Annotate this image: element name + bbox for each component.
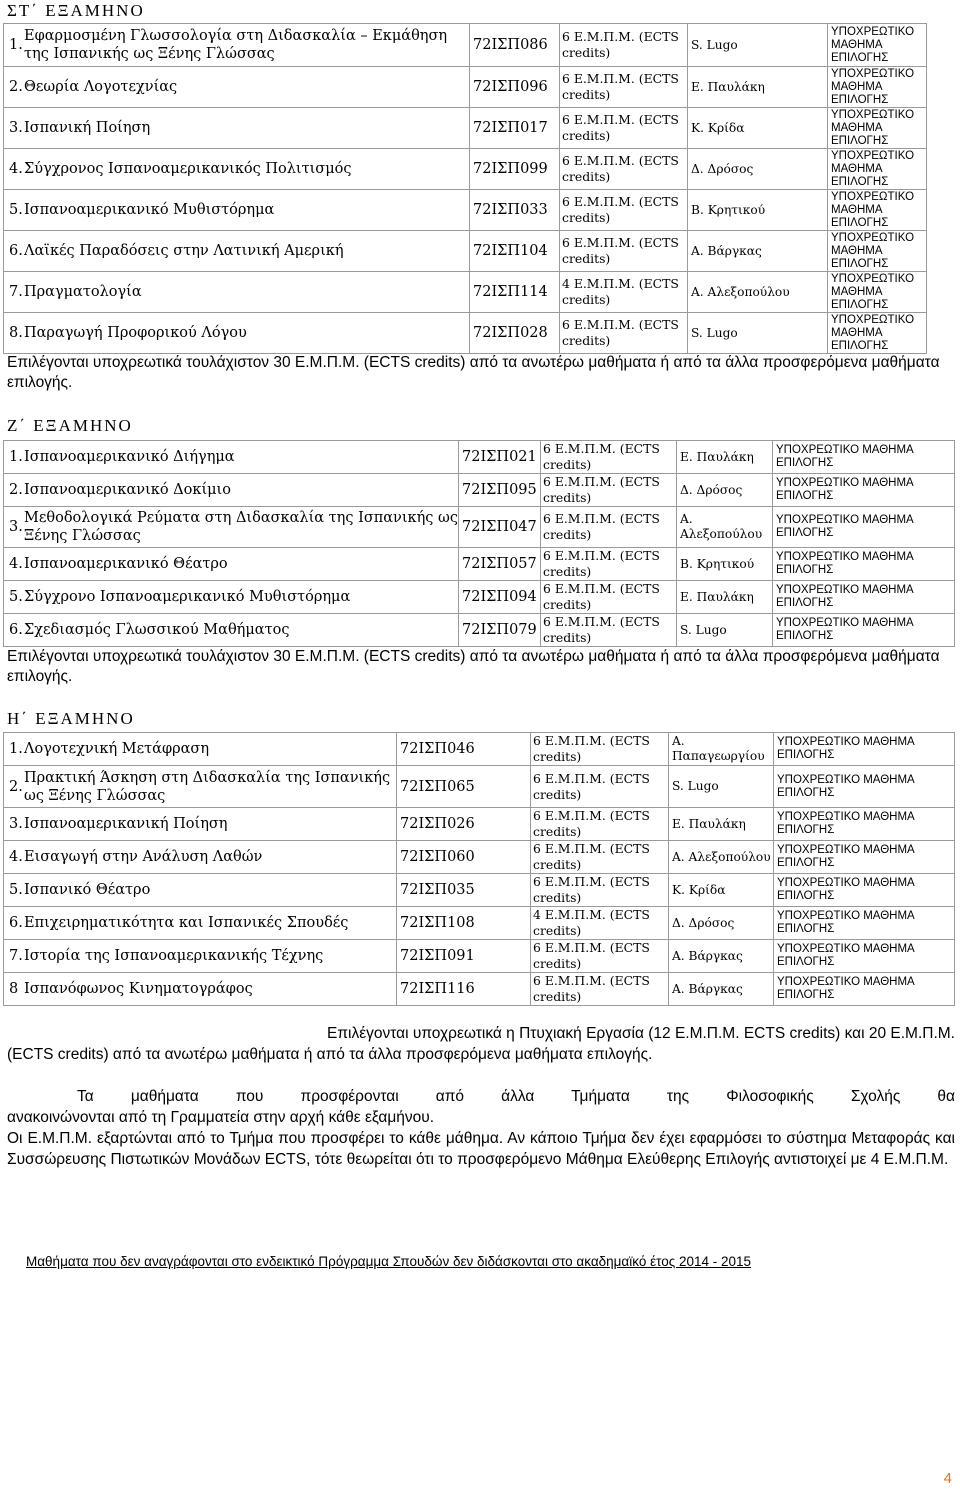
course-number: 3. xyxy=(9,816,23,832)
course-number: 1. xyxy=(9,37,23,53)
semester-8-note-line2: (ECTS credits) από τα ανωτέρω μαθήματα ή από τα άλλα προσφερόμενα μαθήματα επιλογής. xyxy=(7,1046,653,1063)
course-type: ΥΠΟΧΡΕΩΤΙΚΟ ΜΑΘΗΜΑ ΕΠΙΛΟΓΗΣ xyxy=(774,874,955,907)
course-code: 72ΙΣΠ108 xyxy=(397,907,531,940)
course-credits: 6 Ε.Μ.Π.Μ. (ECTS credits) xyxy=(541,614,677,647)
course-professor: S. Lugo xyxy=(677,614,773,647)
course-title: Πραγματολογία xyxy=(24,284,142,300)
course-professor: Α. Αλεξοπούλου xyxy=(677,507,773,548)
course-professor: Κ. Κρίδα xyxy=(688,108,828,149)
course-professor: Ε. Παυλάκη xyxy=(677,441,773,474)
course-title: Ισπανική Ποίηση xyxy=(24,120,151,136)
course-title: Θεωρία Λογοτεχνίας xyxy=(24,79,178,95)
course-credits: 4 Ε.Μ.Π.Μ. (ECTS credits) xyxy=(531,907,669,940)
table-row xyxy=(4,766,955,808)
course-professor: Δ. Δρόσος xyxy=(669,907,774,940)
course-professor: Α. Βάργκας xyxy=(688,231,828,272)
course-type: ΥΠΟΧΡΕΩΤΙΚΟ ΜΑΘΗΜΑ ΕΠΙΛΟΓΗΣ xyxy=(828,149,927,190)
course-type: ΥΠΟΧΡΕΩΤΙΚΟ ΜΑΘΗΜΑ ΕΠΙΛΟΓΗΣ xyxy=(774,940,955,973)
course-type: ΥΠΟΧΡΕΩΤΙΚΟ ΜΑΘΗΜΑ ΕΠΙΛΟΓΗΣ xyxy=(773,581,955,614)
course-number: 7. xyxy=(9,948,23,964)
semester-8-note xyxy=(7,1023,955,1065)
course-title: Ισπανοαμερικανικό Δοκίμιο xyxy=(24,482,231,498)
course-code: 72ΙΣΠ116 xyxy=(397,973,531,1006)
course-number: 5. xyxy=(9,589,23,605)
page-number: 4 xyxy=(943,1470,952,1487)
course-code: 72ΙΣΠ086 xyxy=(470,24,560,67)
course-credits: 4 Ε.Μ.Π.Μ. (ECTS credits) xyxy=(560,272,688,313)
course-code: 72ΙΣΠ060 xyxy=(397,841,531,874)
course-type: ΥΠΟΧΡΕΩΤΙΚΟ ΜΑΘΗΜΑ ΕΠΙΛΟΓΗΣ xyxy=(828,231,927,272)
course-code: 72ΙΣΠ033 xyxy=(470,190,560,231)
course-number: 4. xyxy=(9,556,23,572)
table-row xyxy=(4,940,955,973)
course-professor: Β. Κρητικού xyxy=(688,190,828,231)
course-type: ΥΠΟΧΡΕΩΤΙΚΟ ΜΑΘΗΜΑ ΕΠΙΛΟΓΗΣ xyxy=(773,507,955,548)
course-type: ΥΠΟΧΡΕΩΤΙΚΟ ΜΑΘΗΜΑ ΕΠΙΛΟΓΗΣ xyxy=(774,973,955,1006)
course-type: ΥΠΟΧΡΕΩΤΙΚΟ ΜΑΘΗΜΑ ΕΠΙΛΟΓΗΣ xyxy=(773,441,955,474)
course-credits: 6 Ε.Μ.Π.Μ. (ECTS credits) xyxy=(541,581,677,614)
course-credits: 6 Ε.Μ.Π.Μ. (ECTS credits) xyxy=(541,548,677,581)
course-code: 72ΙΣΠ114 xyxy=(470,272,560,313)
course-number: 6. xyxy=(9,243,23,259)
course-type: ΥΠΟΧΡΕΩΤΙΚΟ ΜΑΘΗΜΑ ΕΠΙΛΟΓΗΣ xyxy=(828,313,927,354)
course-title: Σύγχρονο Ισπανοαμερικανικό Μυθιστόρημα xyxy=(24,589,351,605)
course-title: Λογοτεχνική Μετάφραση xyxy=(24,741,210,757)
table-row xyxy=(4,67,927,108)
semester-6-title: ΣΤ΄ ΕΞΑΜΗΝΟ xyxy=(7,1,145,20)
course-code: 72ΙΣΠ094 xyxy=(459,581,541,614)
course-type: ΥΠΟΧΡΕΩΤΙΚΟ ΜΑΘΗΜΑ ΕΠΙΛΟΓΗΣ xyxy=(828,67,927,108)
course-professor: S. Lugo xyxy=(669,766,774,808)
course-professor: Α. Αλεξοπούλου xyxy=(669,841,774,874)
table-row xyxy=(4,190,927,231)
course-number: 8 xyxy=(9,981,19,997)
course-title: Εισαγωγή στην Ανάλυση Λαθών xyxy=(24,849,263,865)
course-title: Μεθοδολογικά Ρεύματα στη Διδασκαλία της Ισπανικής ως Ξένης Γλώσσας xyxy=(24,510,458,544)
semester-8-rows xyxy=(4,733,955,1006)
table-row xyxy=(4,231,927,272)
course-title: Σχεδιασμός Γλωσσικού Μαθήματος xyxy=(24,622,290,638)
course-title: Ισπανόφωνος Κινηματογράφος xyxy=(24,981,253,997)
course-code: 72ΙΣΠ047 xyxy=(459,507,541,548)
course-professor: Α. Αλεξοπούλου xyxy=(688,272,828,313)
semester-6-table xyxy=(3,23,927,354)
course-professor: Α. Βάργκας xyxy=(669,940,774,973)
ects-note: Οι Ε.Μ.Π.Μ. εξαρτώνται από το Τμήμα που προσφέρει το κάθε μάθημα. Αν κάποιο Τμήμα δεν έχει εφαρμόσει το σύστημα Μεταφοράς και Συσσώρευσης Πιστωτικών Μονάδων ECTS, τότε θεωρείται ότι το προσφερόμενο Μάθημα Ελεύθερης Επιλογής αντιστοιχεί με 4 Ε.Μ.Π.Μ. xyxy=(7,1130,955,1168)
course-professor: Δ. Δρόσος xyxy=(688,149,828,190)
course-number: 2. xyxy=(9,79,23,95)
table-row xyxy=(4,874,955,907)
course-code: 72ΙΣΠ021 xyxy=(459,441,541,474)
course-type: ΥΠΟΧΡΕΩΤΙΚΟ ΜΑΘΗΜΑ ΕΠΙΛΟΓΗΣ xyxy=(774,907,955,940)
course-type: ΥΠΟΧΡΕΩΤΙΚΟ ΜΑΘΗΜΑ ΕΠΙΛΟΓΗΣ xyxy=(828,24,927,67)
course-credits: 6 Ε.Μ.Π.Μ. (ECTS credits) xyxy=(531,766,669,808)
course-credits: 6 Ε.Μ.Π.Μ. (ECTS credits) xyxy=(560,24,688,67)
table-row xyxy=(4,474,955,507)
table-row xyxy=(4,614,955,647)
course-type: ΥΠΟΧΡΕΩΤΙΚΟ ΜΑΘΗΜΑ ΕΠΙΛΟΓΗΣ xyxy=(828,108,927,149)
table-row xyxy=(4,973,955,1006)
course-professor: Ε. Παυλάκη xyxy=(669,808,774,841)
semester-7-note: Επιλέγονται υποχρεωτικά τουλάχιστον 30 Ε.Μ.Π.Μ. (ECTS credits) από τα ανωτέρω μαθήματα ή από τα άλλα προσφερόμενα μαθήματα επιλογής. xyxy=(7,648,940,685)
table-row xyxy=(4,441,955,474)
semester-8-table xyxy=(3,732,955,1006)
course-credits: 6 Ε.Μ.Π.Μ. (ECTS credits) xyxy=(541,474,677,507)
course-type: ΥΠΟΧΡΕΩΤΙΚΟ ΜΑΘΗΜΑ ΕΠΙΛΟΓΗΣ xyxy=(774,733,955,766)
course-credits: 6 Ε.Μ.Π.Μ. (ECTS credits) xyxy=(541,441,677,474)
semester-7-table xyxy=(3,440,955,647)
table-row xyxy=(4,108,927,149)
course-title: Ισπανοαμερικανική Ποίηση xyxy=(24,816,228,832)
course-code: 72ΙΣΠ079 xyxy=(459,614,541,647)
course-title: Ισπανοαμερικανικό Μυθιστόρημα xyxy=(24,202,275,218)
table-row xyxy=(4,841,955,874)
course-type: ΥΠΟΧΡΕΩΤΙΚΟ ΜΑΘΗΜΑ ΕΠΙΛΟΓΗΣ xyxy=(773,474,955,507)
course-credits: 6 Ε.Μ.Π.Μ. (ECTS credits) xyxy=(531,874,669,907)
course-title: Λαϊκές Παραδόσεις στην Λατινική Αμερική xyxy=(24,243,344,259)
course-credits: 6 Ε.Μ.Π.Μ. (ECTS credits) xyxy=(560,67,688,108)
semester-7-rows xyxy=(4,441,955,647)
course-title: Ισπανοαμερικανικό Διήγημα xyxy=(24,449,235,465)
table-row xyxy=(4,24,927,67)
table-row xyxy=(4,548,955,581)
course-credits: 6 Ε.Μ.Π.Μ. (ECTS credits) xyxy=(531,973,669,1006)
other-departments-note xyxy=(7,1086,955,1128)
course-number: 4. xyxy=(9,161,23,177)
semester-6-note: Επιλέγονται υποχρεωτικά τουλάχιστον 30 Ε.Μ.Π.Μ. (ECTS credits) από τα ανωτέρω μαθήματα ή από τα άλλα προσφερόμενα μαθήματα επιλογής. xyxy=(7,354,940,391)
course-code: 72ΙΣΠ026 xyxy=(397,808,531,841)
course-number: 1. xyxy=(9,449,23,465)
course-number: 2. xyxy=(9,778,23,795)
course-number: 8. xyxy=(9,325,23,341)
course-credits: 6 Ε.Μ.Π.Μ. (ECTS credits) xyxy=(560,108,688,149)
course-credits: 6 Ε.Μ.Π.Μ. (ECTS credits) xyxy=(541,507,677,548)
course-credits: 6 Ε.Μ.Π.Μ. (ECTS credits) xyxy=(560,190,688,231)
course-number: 6. xyxy=(9,622,23,638)
course-code: 72ΙΣΠ046 xyxy=(397,733,531,766)
table-row xyxy=(4,149,927,190)
course-professor: Α. Παπαγεωργίου xyxy=(669,733,774,766)
course-credits: 6 Ε.Μ.Π.Μ. (ECTS credits) xyxy=(531,841,669,874)
course-title: Σύγχρονος Ισπανοαμερικανικός Πολιτισμός xyxy=(24,161,352,177)
course-number: 2. xyxy=(9,482,23,498)
course-number: 1. xyxy=(9,741,23,757)
course-credits: 6 Ε.Μ.Π.Μ. (ECTS credits) xyxy=(531,733,669,766)
course-type: ΥΠΟΧΡΕΩΤΙΚΟ ΜΑΘΗΜΑ ΕΠΙΛΟΓΗΣ xyxy=(774,766,955,808)
course-type: ΥΠΟΧΡΕΩΤΙΚΟ ΜΑΘΗΜΑ ΕΠΙΛΟΓΗΣ xyxy=(828,190,927,231)
table-row xyxy=(4,507,955,548)
course-code: 72ΙΣΠ057 xyxy=(459,548,541,581)
course-title: Επιχειρηματικότητα και Ισπανικές Σπουδές xyxy=(24,915,349,931)
course-code: 72ΙΣΠ065 xyxy=(397,766,531,808)
course-professor: S. Lugo xyxy=(688,313,828,354)
course-code: 72ΙΣΠ099 xyxy=(470,149,560,190)
course-code: 72ΙΣΠ095 xyxy=(459,474,541,507)
course-number: 4. xyxy=(9,849,23,865)
other-departments-line2: ανακοινώνονται από τη Γραμματεία στην αρχή κάθε εξαμήνου. xyxy=(7,1109,435,1126)
course-number: 7. xyxy=(9,284,23,300)
course-professor: Ε. Παυλάκη xyxy=(688,67,828,108)
course-number: 5. xyxy=(9,202,23,218)
course-professor: Β. Κρητικού xyxy=(677,548,773,581)
course-type: ΥΠΟΧΡΕΩΤΙΚΟ ΜΑΘΗΜΑ ΕΠΙΛΟΓΗΣ xyxy=(774,841,955,874)
course-credits: 6 Ε.Μ.Π.Μ. (ECTS credits) xyxy=(560,149,688,190)
table-row xyxy=(4,733,955,766)
semester-8-note-line1: Επιλέγονται υποχρεωτικά η Πτυχιακή Εργασία (12 Ε.Μ.Π.Μ. ECTS credits) και 20 Ε.Μ.Π.Μ. xyxy=(326,1025,955,1042)
course-credits: 6 Ε.Μ.Π.Μ. (ECTS credits) xyxy=(560,313,688,354)
table-row xyxy=(4,272,927,313)
course-title: Παραγωγή Προφορικού Λόγου xyxy=(24,325,247,341)
table-row xyxy=(4,808,955,841)
course-professor: Ε. Παυλάκη xyxy=(677,581,773,614)
course-code: 72ΙΣΠ017 xyxy=(470,108,560,149)
course-code: 72ΙΣΠ028 xyxy=(470,313,560,354)
course-title: Ισπανικό Θέατρο xyxy=(24,882,151,898)
course-credits: 6 Ε.Μ.Π.Μ. (ECTS credits) xyxy=(531,940,669,973)
semester-8-title: Η΄ ΕΞΑΜΗΝΟ xyxy=(7,709,135,728)
course-credits: 6 Ε.Μ.Π.Μ. (ECTS credits) xyxy=(531,808,669,841)
course-type: ΥΠΟΧΡΕΩΤΙΚΟ ΜΑΘΗΜΑ ΕΠΙΛΟΓΗΣ xyxy=(773,548,955,581)
course-professor: Δ. Δρόσος xyxy=(677,474,773,507)
course-number: 6. xyxy=(9,915,23,931)
course-code: 72ΙΣΠ104 xyxy=(470,231,560,272)
course-title: Ιστορία της Ισπανοαμερικανικής Τέχνης xyxy=(24,948,324,964)
course-professor: Κ. Κρίδα xyxy=(669,874,774,907)
course-professor: S. Lugo xyxy=(688,24,828,67)
course-code: 72ΙΣΠ096 xyxy=(470,67,560,108)
semester-7-title: Ζ΄ ΕΞΑΜΗΝΟ xyxy=(7,416,133,435)
course-title: Ισπανοαμερικανικό Θέατρο xyxy=(24,556,228,572)
table-row xyxy=(4,581,955,614)
footer-note: Μαθήματα που δεν αναγράφονται στο ενδεικτικό Πρόγραμμα Σπουδών δεν διδάσκονται στο ακαδημαϊκό έτος 2014 - 2015 xyxy=(26,1254,752,1269)
table-row xyxy=(4,907,955,940)
table-row xyxy=(4,313,927,354)
course-title: Πρακτική Άσκηση στη Διδασκαλία της Ισπανικής ως Ξένης Γλώσσας xyxy=(24,769,391,804)
course-type: ΥΠΟΧΡΕΩΤΙΚΟ ΜΑΘΗΜΑ ΕΠΙΛΟΓΗΣ xyxy=(774,808,955,841)
course-title: Εφαρμοσμένη Γλωσσολογία στη Διδασκαλία – Εκμάθηση της Ισπανικής ως Ξένης Γλώσσας xyxy=(24,28,448,62)
course-number: 3. xyxy=(9,519,23,535)
course-code: 72ΙΣΠ091 xyxy=(397,940,531,973)
course-number: 5. xyxy=(9,882,23,898)
course-credits: 6 Ε.Μ.Π.Μ. (ECTS credits) xyxy=(560,231,688,272)
course-professor: Α. Βάργκας xyxy=(669,973,774,1006)
course-number: 3. xyxy=(9,120,23,136)
semester-6-rows xyxy=(4,24,927,354)
course-code: 72ΙΣΠ035 xyxy=(397,874,531,907)
course-type: ΥΠΟΧΡΕΩΤΙΚΟ ΜΑΘΗΜΑ ΕΠΙΛΟΓΗΣ xyxy=(773,614,955,647)
other-departments-line1: Τα μαθήματα που προσφέρονται από άλλα Τμήματα της Φιλοσοφικής Σχολής θα xyxy=(77,1088,955,1105)
course-type: ΥΠΟΧΡΕΩΤΙΚΟ ΜΑΘΗΜΑ ΕΠΙΛΟΓΗΣ xyxy=(828,272,927,313)
